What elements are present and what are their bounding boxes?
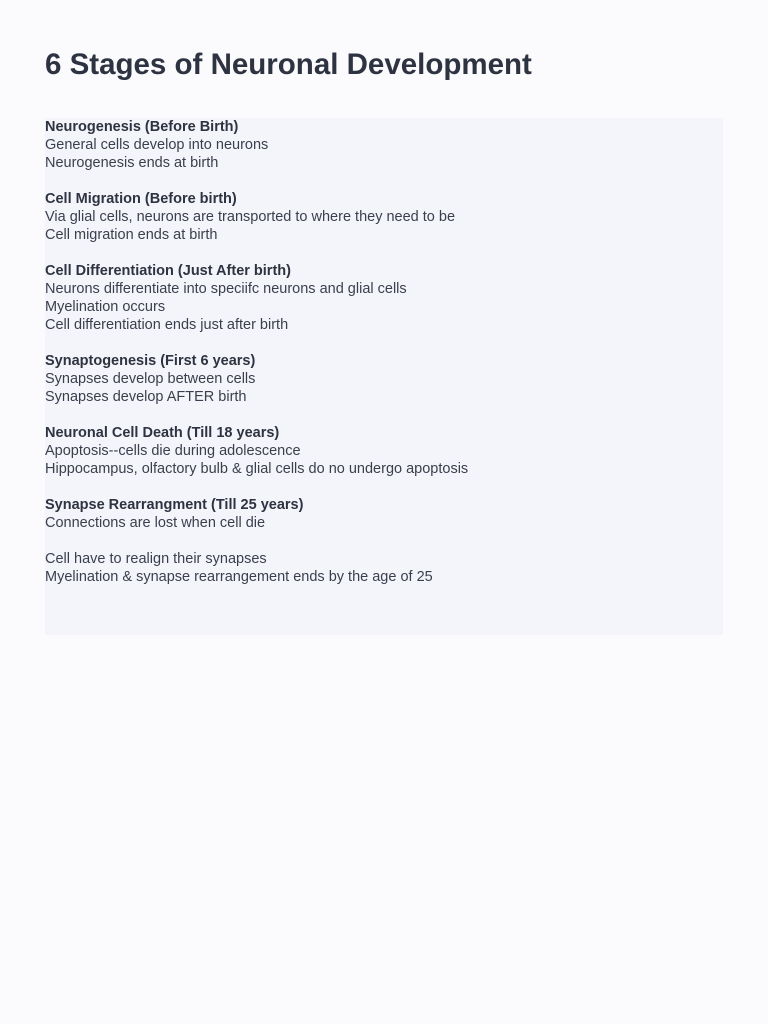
- stage-note: Hippocampus, olfactory bulb & glial cells do no undergo apoptosis: [45, 461, 469, 477]
- stage-note: Neurons differentiate into speciifc neurons and glial cells: [45, 281, 407, 297]
- stage-section-synapse-rearrangement: [45, 496, 723, 586]
- stage-heading: Synapse Rearrangment (Till 25 years): [45, 497, 304, 513]
- stage-note: Synapses develop between cells: [45, 371, 256, 387]
- stage-section-neurogenesis: [45, 118, 723, 172]
- stage-note: Cell migration ends at birth: [45, 227, 218, 243]
- stage-section-synaptogenesis: [45, 352, 723, 406]
- page-title: 6 Stages of Neuronal Development: [45, 48, 532, 81]
- stage-note: Cell have to realign their synapses: [45, 551, 267, 567]
- blank-line: [45, 532, 723, 550]
- stage-heading: Cell Differentiation (Just After birth): [45, 263, 291, 279]
- stage-note: Myelination & synapse rearrangement ends by the age of 25: [45, 569, 433, 585]
- stage-note: Myelination occurs: [45, 299, 166, 315]
- stage-note: Synapses develop AFTER birth: [45, 389, 247, 405]
- stage-section-neuronal-cell-death: [45, 424, 723, 478]
- stage-note: Apoptosis--cells die during adolescence: [45, 443, 301, 459]
- notes-panel: [45, 118, 723, 635]
- stage-note: Neurogenesis ends at birth: [45, 155, 219, 171]
- stage-section-cell-migration: [45, 190, 723, 244]
- stage-heading: Synaptogenesis (First 6 years): [45, 353, 256, 369]
- stage-heading: Neuronal Cell Death (Till 18 years): [45, 425, 280, 441]
- stage-note: Cell differentiation ends just after birth: [45, 317, 289, 333]
- stage-note: General cells develop into neurons: [45, 137, 269, 153]
- stage-note: Connections are lost when cell die: [45, 515, 266, 531]
- stage-heading: Cell Migration (Before birth): [45, 191, 237, 207]
- stage-heading: Neurogenesis (Before Birth): [45, 119, 239, 135]
- stage-section-cell-differentiation: [45, 262, 723, 334]
- stage-note: Via glial cells, neurons are transported to where they need to be: [45, 209, 456, 225]
